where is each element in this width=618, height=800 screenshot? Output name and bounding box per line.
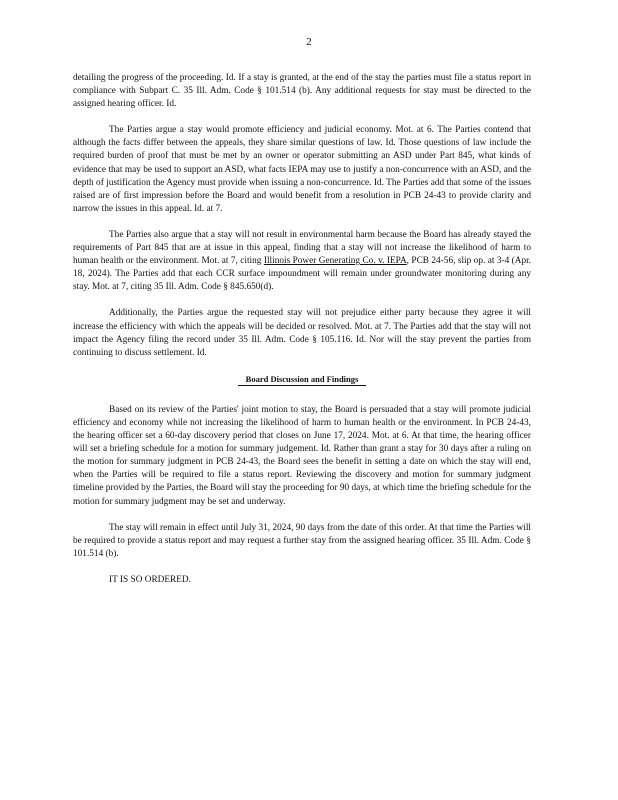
paragraph-6: The stay will remain in effect until July 31, 2024, 90 days from the date of this order. At that time the Parties will be required to provide a status report and may request a further stay from the assigned hearing officer. 35 Ill. Adm. Code § 101.514 (b). (73, 522, 531, 559)
body-text (73, 72, 531, 600)
paragraph-5: Based on its review of the Parties' joint motion to stay, the Board is persuaded that a stay will promote judicial efficiency and economy while not increasing the likelihood of harm to human health or the environment. In PCB 24-43, the hearing officer set a 60-day discovery period that closes on June 17, 2024. Mot. at 6. At that time, the hearing officer will set a briefing schedule for a motion for summary judgement. Id. Rather than grant a stay for 30 days after a ruling on the motion for summary judgment in PCB 24-43, the Board sees the benefit in setting a date on which the stay will end, when the Parties will be required to file a status report. Reviewing the discovery and motion for summary judgment timeline provided by the Parties, the Board will stay the proceeding for 90 days, at which time the briefing schedule for the motion for summary judgment may be set and underway. (73, 404, 531, 507)
paragraph-3 (73, 229, 531, 294)
paragraph-4: Additionally, the Parties argue the requested stay will not prejudice either party because they agree it will increase the efficiency with which the appeals will be decided or resolved. Mot. at 7. The Parties add that the stay will not impact the Agency filing the record under 35 Ill. Adm. Code § 105.116. Id. Nor will the stay prevent the parties from continuing to discuss settlement. Id. (73, 308, 531, 358)
paragraph-3-text-a: The Parties also argue that a stay will not result in environmental harm because the Board has already stayed the requirements of Part 845 that are at issue in this appeal, finding that a stay will not increase the likelihood of harm to human health or the environment. Mot. at 7, citing (73, 229, 531, 267)
section-heading (73, 373, 531, 386)
section-heading-text: Board Discussion and Findings (238, 374, 367, 386)
order-statement: IT IS SO ORDERED. (109, 574, 191, 585)
case-citation: Illinois Power Generating Co. v. IEPA (263, 256, 407, 267)
paragraph-2: The Parties argue a stay would promote efficiency and judicial economy. Mot. at 6. The Parties contend that although the facts differ between the appeals, they share similar questions of law. Id. Those questions of law include the required burden of proof that must be met by an owner or operator submitting an ASD under Part 845, what kinds of evidence that may be used to support an ASD, what facts IEPA may use to justify a non-concurrence with an ASD, and the depth of justification the Agency must provide when issuing a non-concurrence. Id. The Parties add that some of the issues raised are of first impression before the Board and would benefit from a resolution in PCB 24-43 to provide clarity and narrow the issues in this appeal. Id. at 7. (73, 125, 531, 214)
paragraph-1: detailing the progress of the proceeding. Id. If a stay is granted, at the end of the stay the parties must file a status report in compliance with Subpart C. 35 Ill. Adm. Code § 101.514 (b). Any additional requests for stay must be directed to the assigned hearing officer. Id. (73, 73, 531, 110)
paragraph-3-text-b: , PCB 24-56, slip op. at 3-4 (Apr. 18, 2024). The Parties add that each CCR surface impoundment will remain under groundwater monitoring during any stay. Mot. at 7, citing 35 Ill. Adm. Code § 845.650(d). (73, 256, 532, 293)
page-number: 2 (306, 36, 312, 48)
